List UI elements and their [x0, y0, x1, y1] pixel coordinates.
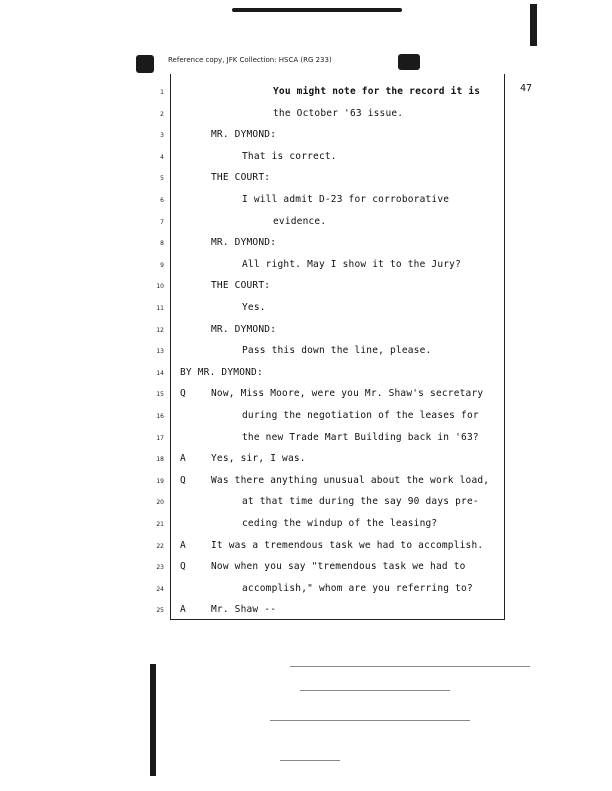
scan-noise: [290, 666, 530, 667]
scan-bar-right: [530, 4, 537, 46]
hole-punch-mid: [398, 54, 420, 70]
speaker-marker: Q: [180, 561, 186, 573]
line-number: 24: [156, 585, 164, 593]
scan-noise: [300, 690, 450, 691]
line-number: 5: [160, 175, 164, 183]
transcript-line-text: MR. DYMOND:: [211, 323, 277, 335]
line-number: 21: [156, 521, 164, 528]
transcript-line-text: accomplish," whom are you referring to?: [242, 582, 473, 594]
transcript-line-text: MR. DYMOND:: [211, 237, 277, 249]
transcript-line-text: I will admit D-23 for corroborative: [242, 194, 450, 205]
page-number: 47: [520, 83, 533, 94]
line-number: 4: [160, 153, 164, 161]
transcript-line-text: Mr. Shaw --: [211, 604, 277, 616]
transcript-line-text: Pass this down the line, please.: [242, 345, 432, 357]
line-number: 19: [156, 477, 164, 485]
scan-noise: [270, 720, 470, 721]
transcript-line-text: at that time during the say 90 days pre-: [242, 496, 479, 508]
line-number: 3: [160, 132, 164, 140]
line-number: 9: [160, 261, 164, 269]
line-number: 12: [156, 326, 164, 334]
speaker-marker: Q: [180, 388, 186, 400]
transcript-line-text: ceding the windup of the leasing?: [242, 518, 438, 529]
speaker-marker: Q: [180, 474, 186, 486]
scan-smudge-top: [232, 8, 402, 12]
line-number: 6: [160, 197, 164, 204]
line-number: 8: [160, 240, 164, 248]
transcript-line-text: BY MR. DYMOND:: [180, 366, 263, 378]
transcript-line-text: during the negotiation of the leases for: [242, 410, 479, 421]
line-number: 1: [160, 89, 164, 96]
line-number: 13: [156, 348, 164, 356]
line-number: 18: [156, 456, 164, 464]
transcript-line-text: the October '63 issue.: [273, 107, 404, 119]
transcript-line-text: Yes.: [242, 302, 266, 313]
transcript-line-text: THE COURT:: [211, 172, 271, 184]
line-number: 7: [160, 218, 164, 226]
line-number: 11: [156, 305, 164, 312]
line-number: 25: [156, 607, 164, 615]
line-number: 10: [156, 283, 164, 291]
speaker-marker: A: [180, 539, 186, 551]
line-number: 14: [156, 369, 164, 377]
line-number: 20: [156, 499, 164, 507]
transcript-line-text: Now, Miss Moore, were you Mr. Shaw's secretary: [211, 388, 484, 400]
line-number: 2: [160, 110, 164, 118]
speaker-marker: A: [180, 604, 186, 616]
transcript-line-text: Was there anything unusual about the work load,: [211, 474, 490, 486]
transcript-line-text: evidence.: [273, 215, 327, 227]
scan-bar-bottom: [150, 664, 156, 776]
transcript-line-text: the new Trade Mart Building back in '63?: [242, 431, 479, 443]
transcript-line-text: THE COURT:: [211, 280, 271, 292]
transcript-line-text: Yes, sir, I was.: [211, 453, 306, 465]
line-number: 15: [156, 391, 164, 399]
hole-punch-left: [136, 55, 154, 73]
line-number: 23: [156, 564, 164, 572]
transcript-line-text: MR. DYMOND:: [211, 129, 277, 141]
line-number: 22: [156, 542, 164, 550]
line-number: 16: [156, 413, 164, 420]
transcript-line-text: It was a tremendous task we had to accomplish.: [211, 539, 484, 551]
speaker-marker: A: [180, 453, 186, 465]
line-number: 17: [156, 434, 164, 442]
transcript-line-text: All right. May I show it to the Jury?: [242, 258, 462, 270]
transcript-line-text: That is correct.: [242, 150, 337, 162]
transcript-line-text: You might note for the record it is: [273, 86, 481, 97]
reference-header: Reference copy, JFK Collection: HSCA (RG 233): [168, 56, 332, 64]
scan-noise: [280, 760, 340, 761]
transcript-line-text: Now when you say "tremendous task we had to: [211, 561, 466, 573]
